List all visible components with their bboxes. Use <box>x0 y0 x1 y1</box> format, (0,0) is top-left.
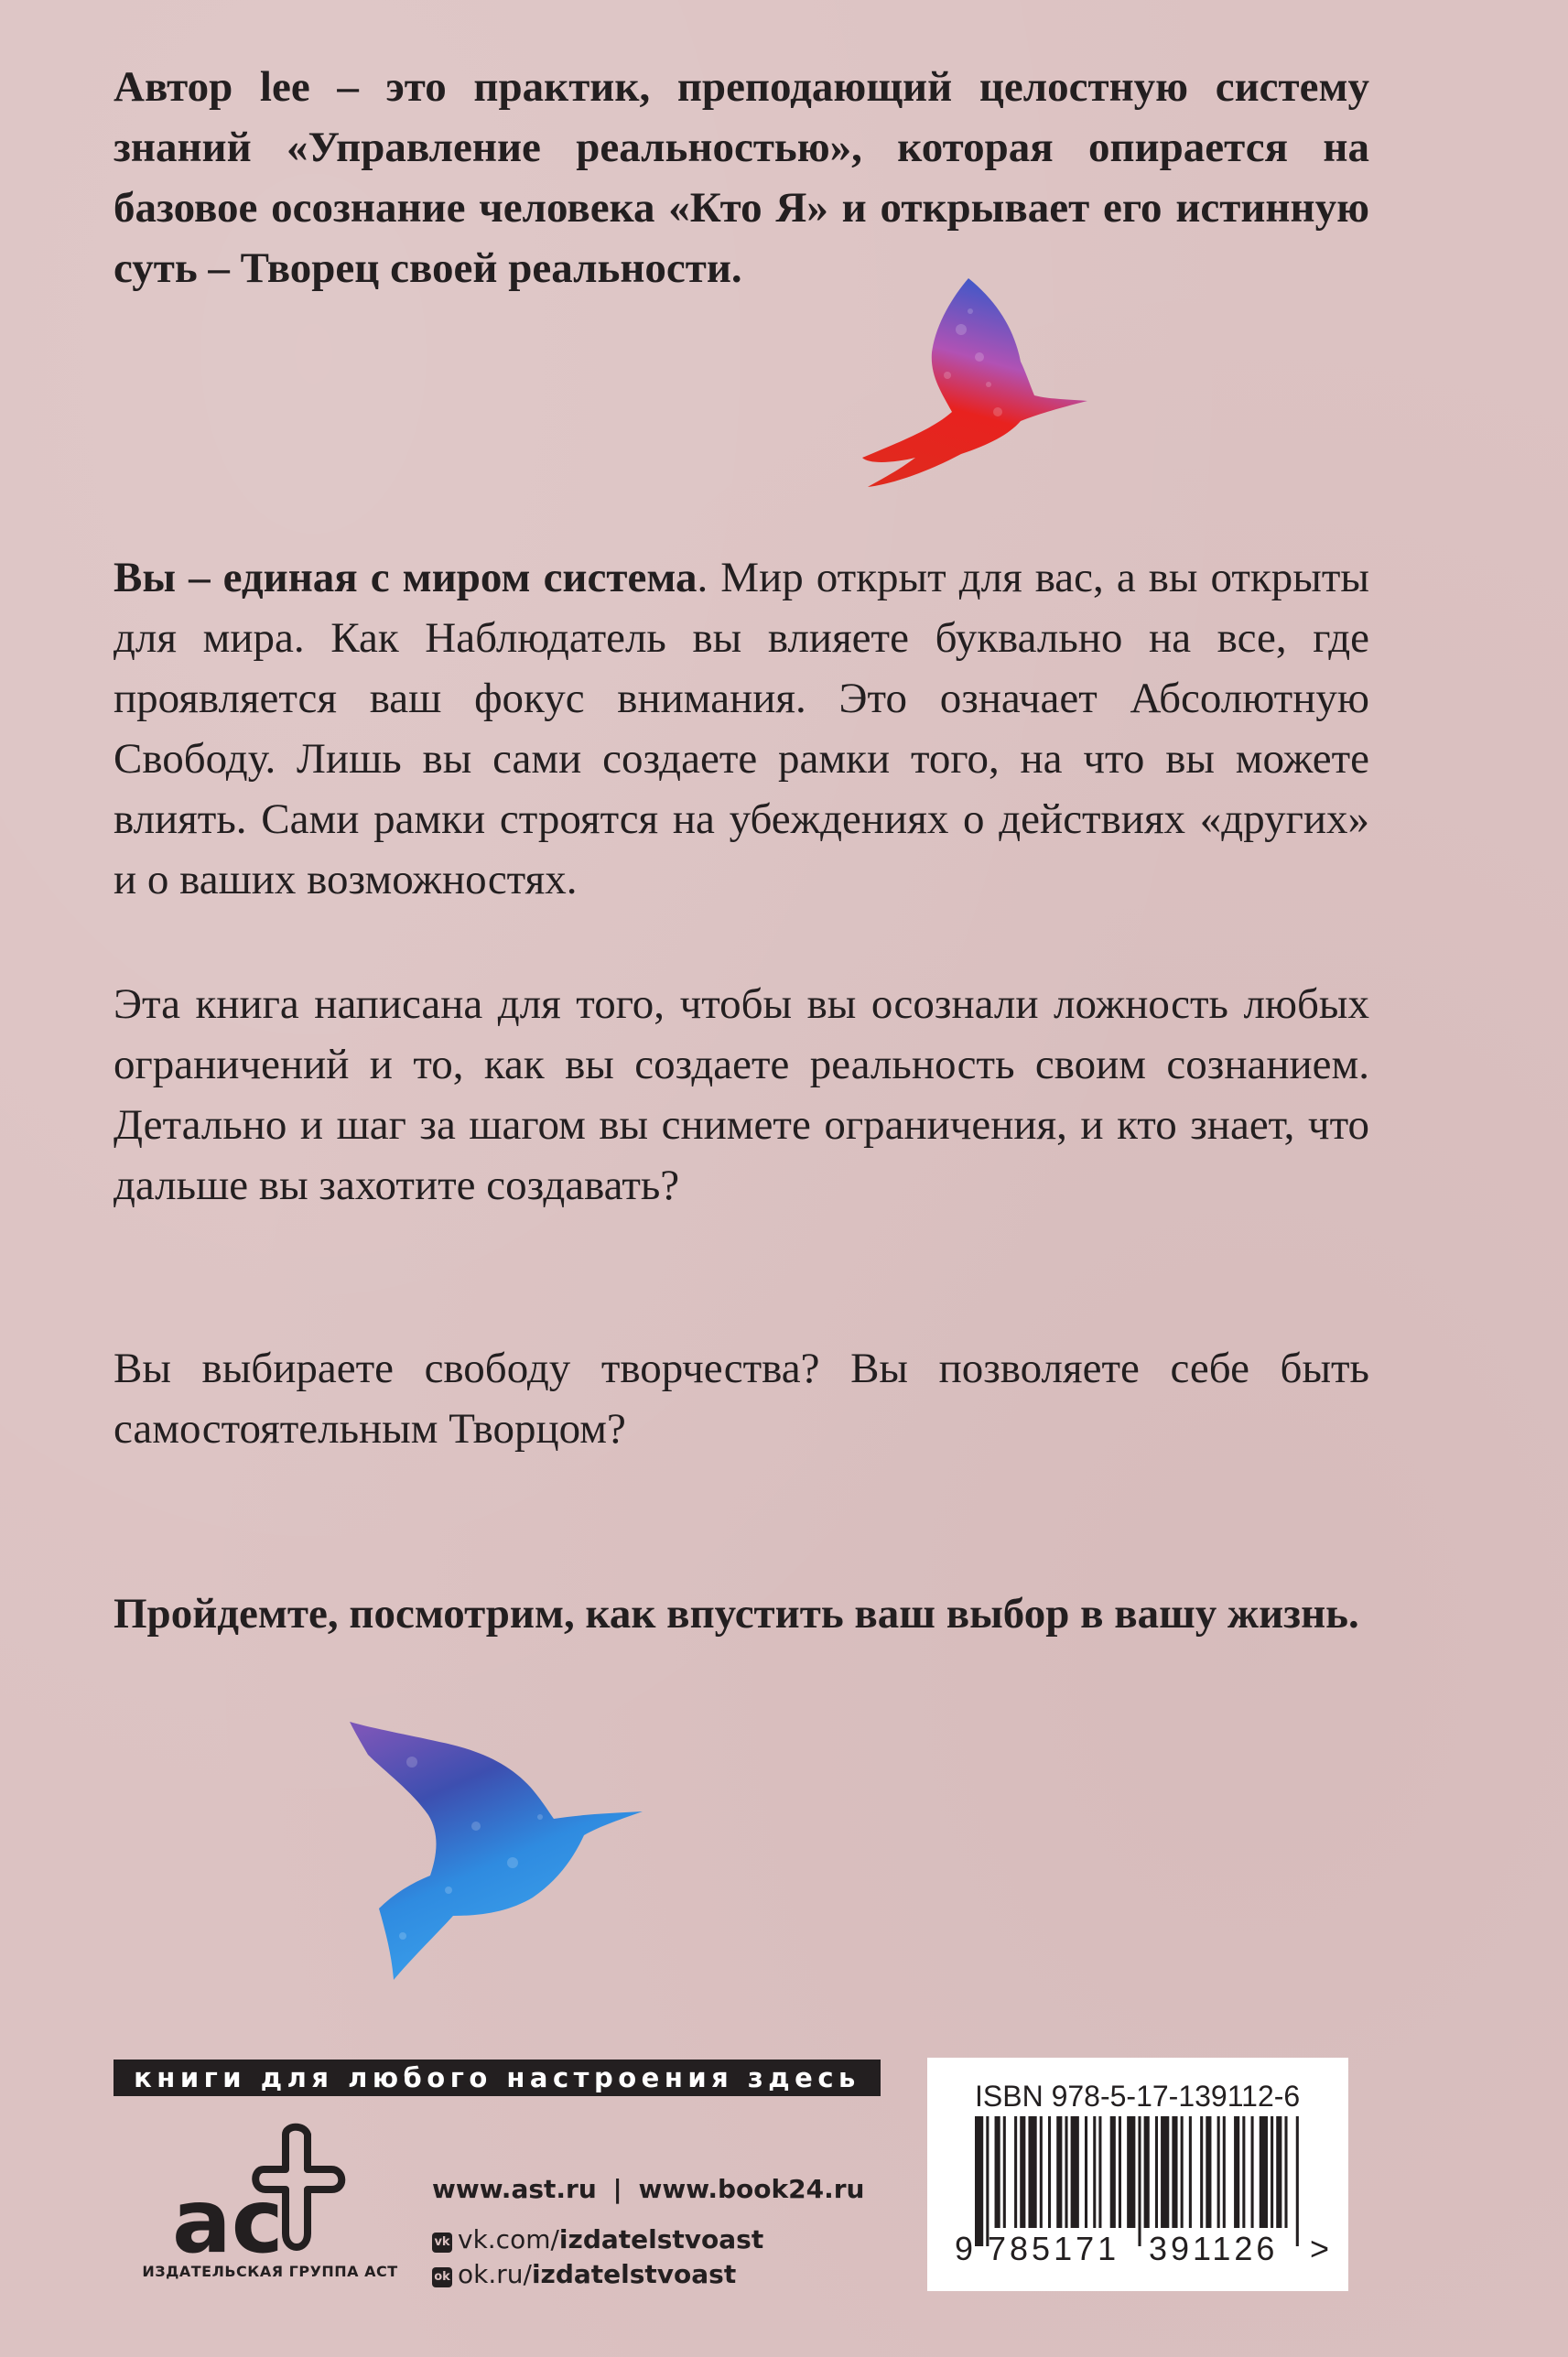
barcode-digits <box>955 2230 1339 2268</box>
author-paragraph: Автор lee – это практик, преподающий целостную систему знаний «Управление реальностью», которая опирается на базовое осознание человека «Кто Я» и открывает его истинную суть – Творец своей реальности. <box>114 63 1369 292</box>
tagline-banner: книги для любого настроения здесь <box>114 2060 881 2096</box>
barcode-digits-left: 785171 <box>988 2230 1120 2267</box>
barcode-bar <box>1242 2116 1245 2228</box>
vk-link-prefix: vk.com/ <box>458 2224 559 2254</box>
barcode-bar <box>1110 2116 1116 2228</box>
ok-link[interactable] <box>432 2259 736 2289</box>
barcode-bar <box>1093 2116 1096 2228</box>
barcode-bar <box>1020 2116 1025 2228</box>
barcode-bar <box>995 2116 1000 2228</box>
barcode-bar <box>1056 2116 1062 2228</box>
ok-link-prefix: ok.ru/ <box>458 2259 532 2289</box>
barcode-bar <box>1276 2116 1281 2228</box>
barcode-bar <box>1223 2116 1226 2228</box>
website-links <box>432 2174 864 2204</box>
barcode-bar <box>1181 2116 1184 2228</box>
barcode-bar <box>1296 2116 1299 2246</box>
red-bird-illustration <box>860 275 1135 494</box>
blue-bird-illustration <box>339 1716 650 1982</box>
barcode-bar <box>1234 2116 1239 2228</box>
barcode-bar <box>1138 2116 1141 2246</box>
vk-icon: vk <box>432 2233 452 2253</box>
system-paragraph <box>114 547 1369 910</box>
barcode-bar <box>1003 2116 1006 2228</box>
book-purpose-paragraph: Эта книга написана для того, чтобы вы осознали ложность любых ограничений и то, как вы создаете реальность своим сознанием. Детально и шаг за шагом вы снимете ограничения, и кто знает, что дальше вы захотите создавать? <box>114 980 1369 1209</box>
barcode-bar <box>1048 2116 1051 2228</box>
barcode-bar <box>1098 2116 1101 2228</box>
barcode-bar <box>1206 2116 1211 2228</box>
barcode-bar <box>1155 2116 1158 2228</box>
barcode-bar <box>1217 2116 1220 2228</box>
system-paragraph-body: . Мир открыт для вас, а вы открыты для мира. Как Наблюдатель вы влияете буквально на все, где проявляется ваш фокус внимания. Это означает Абсолютную Свободу. Лишь вы сами создаете рамки того, на что вы можете влиять. Сами рамки строятся на убеждениях о действиях «других» и о ваших возможностях. <box>114 554 1369 903</box>
vk-link[interactable] <box>432 2224 763 2254</box>
barcode-bars <box>975 2116 1304 2246</box>
site-link-book24[interactable]: www.book24.ru <box>638 2174 865 2204</box>
barcode-bar <box>1119 2116 1121 2228</box>
barcode-bar <box>1200 2116 1203 2228</box>
question-paragraph: Вы выбираете свободу творчества? Вы позволяете себе быть самостоятельным Творцом? <box>114 1345 1369 1453</box>
barcode-arrow: > <box>1310 2230 1330 2267</box>
barcode-bar <box>986 2116 989 2246</box>
barcode-bar <box>1189 2116 1192 2228</box>
isbn-barcode-box <box>927 2058 1348 2291</box>
barcode-bar <box>1260 2116 1268 2228</box>
ok-link-handle: izdatelstvoast <box>531 2259 737 2289</box>
barcode-bar <box>1028 2116 1036 2228</box>
vk-link-handle: izdatelstvoast <box>558 2224 764 2254</box>
barcode-bar <box>1251 2116 1254 2228</box>
ok-icon: ok <box>432 2267 452 2287</box>
barcode-bar <box>1085 2116 1087 2228</box>
publisher-name: ИЗДАТЕЛЬСКАЯ ГРУППА АСТ <box>142 2263 398 2280</box>
link-separator: | <box>612 2174 622 2204</box>
barcode-bar <box>1161 2116 1169 2228</box>
barcode-bar <box>1014 2116 1017 2228</box>
barcode-bar <box>1284 2116 1287 2228</box>
site-link-ast[interactable]: www.ast.ru <box>432 2174 597 2204</box>
barcode-bar <box>1040 2116 1043 2228</box>
barcode-bar <box>1172 2116 1177 2228</box>
barcode-bar <box>1071 2116 1079 2228</box>
barcode-digits-right: 391126 <box>1149 2230 1279 2267</box>
barcode-bar <box>975 2116 983 2246</box>
barcode-digit-first: 9 <box>955 2230 974 2267</box>
ast-logo <box>165 2114 366 2270</box>
barcode-bar <box>1144 2116 1150 2228</box>
isbn-label: ISBN 978-5-17-139112-6 <box>975 2080 1301 2113</box>
barcode-bar <box>1065 2116 1067 2228</box>
barcode-bar <box>1127 2116 1135 2228</box>
logo-text: ac <box>172 2170 284 2270</box>
barcode-bar <box>1271 2116 1273 2228</box>
system-paragraph-lead: Вы – единая с миром система <box>114 554 697 601</box>
invitation-paragraph: Пройдемте, посмотрим, как впустить ваш выбор в вашу жизнь. <box>114 1590 1359 1638</box>
